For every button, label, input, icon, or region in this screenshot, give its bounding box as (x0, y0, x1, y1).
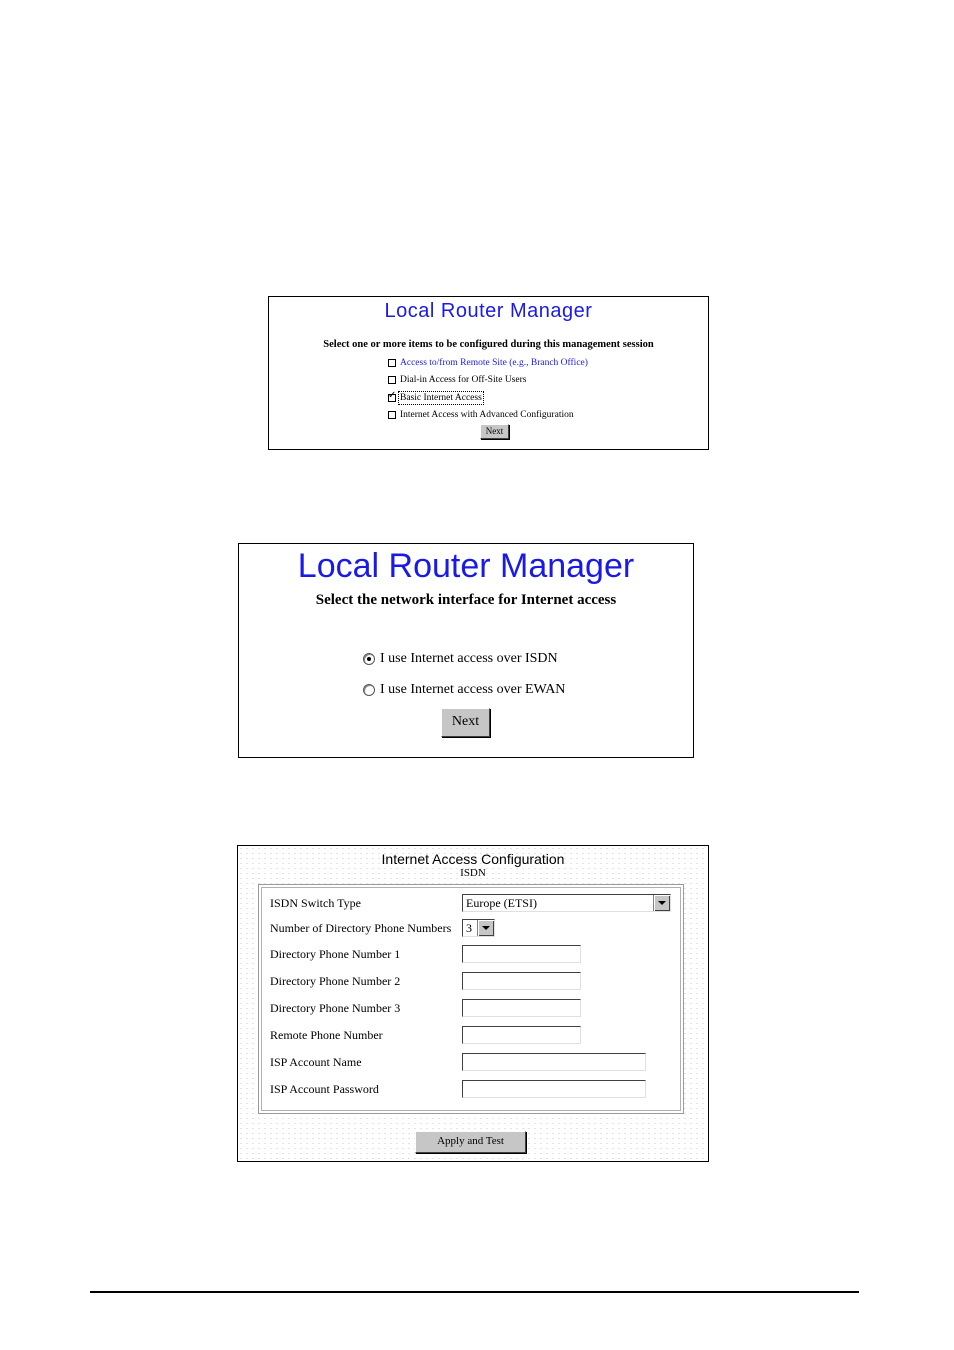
radio-icon[interactable] (363, 684, 375, 696)
remote-phone-row (270, 1025, 581, 1045)
option-ewan[interactable] (363, 682, 565, 698)
page-title: Local Router Manager (297, 547, 635, 585)
remote-phone-input[interactable] (462, 1026, 581, 1044)
isp-account-password-row (270, 1079, 646, 1099)
chevron-down-icon[interactable] (653, 895, 670, 911)
dir-phone-2-label: Directory Phone Number 2 (270, 973, 401, 988)
dir-phone-2-row (270, 971, 581, 991)
switch-type-select[interactable] (462, 894, 671, 912)
radio-selected-icon[interactable] (363, 653, 375, 665)
option-advanced-internet[interactable] (388, 408, 574, 422)
isp-account-name-row (270, 1052, 646, 1072)
dir-count-label: Number of Directory Phone Numbers (270, 920, 452, 935)
chevron-down-icon[interactable] (477, 920, 494, 936)
checkbox-checked-icon[interactable] (388, 394, 396, 402)
dir-count-row (270, 918, 495, 938)
page-title: Local Router Manager (384, 300, 593, 322)
checkbox-icon[interactable] (388, 359, 396, 367)
page-subtitle: ISDN (460, 867, 486, 879)
next-button[interactable]: Next (441, 708, 490, 737)
option-isdn-label: I use Internet access over ISDN (380, 651, 558, 666)
next-button[interactable]: Next (480, 424, 509, 439)
internet-access-config-window (237, 845, 709, 1162)
apply-and-test-button[interactable]: Apply and Test (415, 1131, 526, 1153)
router-manager-items-window (268, 296, 709, 450)
page-title: Internet Access Configuration (381, 851, 565, 867)
checkbox-icon[interactable] (388, 376, 396, 384)
isp-account-name-input[interactable] (462, 1053, 646, 1071)
footer-divider (90, 1291, 859, 1293)
option-advanced-internet-label: Internet Access with Advanced Configuration (400, 410, 574, 420)
isp-account-password-input[interactable] (462, 1080, 646, 1098)
dir-phone-1-label: Directory Phone Number 1 (270, 946, 401, 961)
option-dial-in[interactable] (388, 373, 526, 387)
isp-account-name-label: ISP Account Name (270, 1054, 362, 1069)
dir-phone-2-input[interactable] (462, 972, 581, 990)
option-ewan-label: I use Internet access over EWAN (380, 682, 566, 697)
switch-type-row (270, 893, 671, 913)
dir-phone-1-row (270, 944, 581, 964)
dir-phone-3-row (270, 998, 581, 1018)
dir-phone-3-label: Directory Phone Number 3 (270, 1000, 401, 1015)
interface-prompt: Select the network interface for Internet access (315, 592, 617, 608)
option-dial-in-label: Dial-in Access for Off-Site Users (400, 375, 527, 385)
option-remote-site-label[interactable]: Access to/from Remote Site (e.g., Branch Office) (400, 358, 588, 368)
remote-phone-label: Remote Phone Number (270, 1027, 383, 1042)
dir-phone-1-input[interactable] (462, 945, 581, 963)
option-remote-site[interactable] (388, 356, 588, 370)
dir-count-select[interactable] (462, 919, 495, 937)
option-basic-internet-label: Basic Internet Access (400, 393, 482, 403)
isp-account-password-label: ISP Account Password (270, 1081, 379, 1096)
config-items-prompt: Select one or more items to be configured during this management session (323, 339, 654, 350)
option-basic-internet[interactable] (388, 391, 482, 405)
config-form (258, 884, 684, 1114)
switch-type-value: Europe (ETSI) (466, 896, 537, 910)
dir-count-value: 3 (466, 921, 472, 935)
option-isdn[interactable] (363, 651, 558, 667)
dir-phone-3-input[interactable] (462, 999, 581, 1017)
checkbox-icon[interactable] (388, 411, 396, 419)
router-manager-interface-window (238, 543, 694, 758)
switch-type-label: ISDN Switch Type (270, 895, 361, 910)
